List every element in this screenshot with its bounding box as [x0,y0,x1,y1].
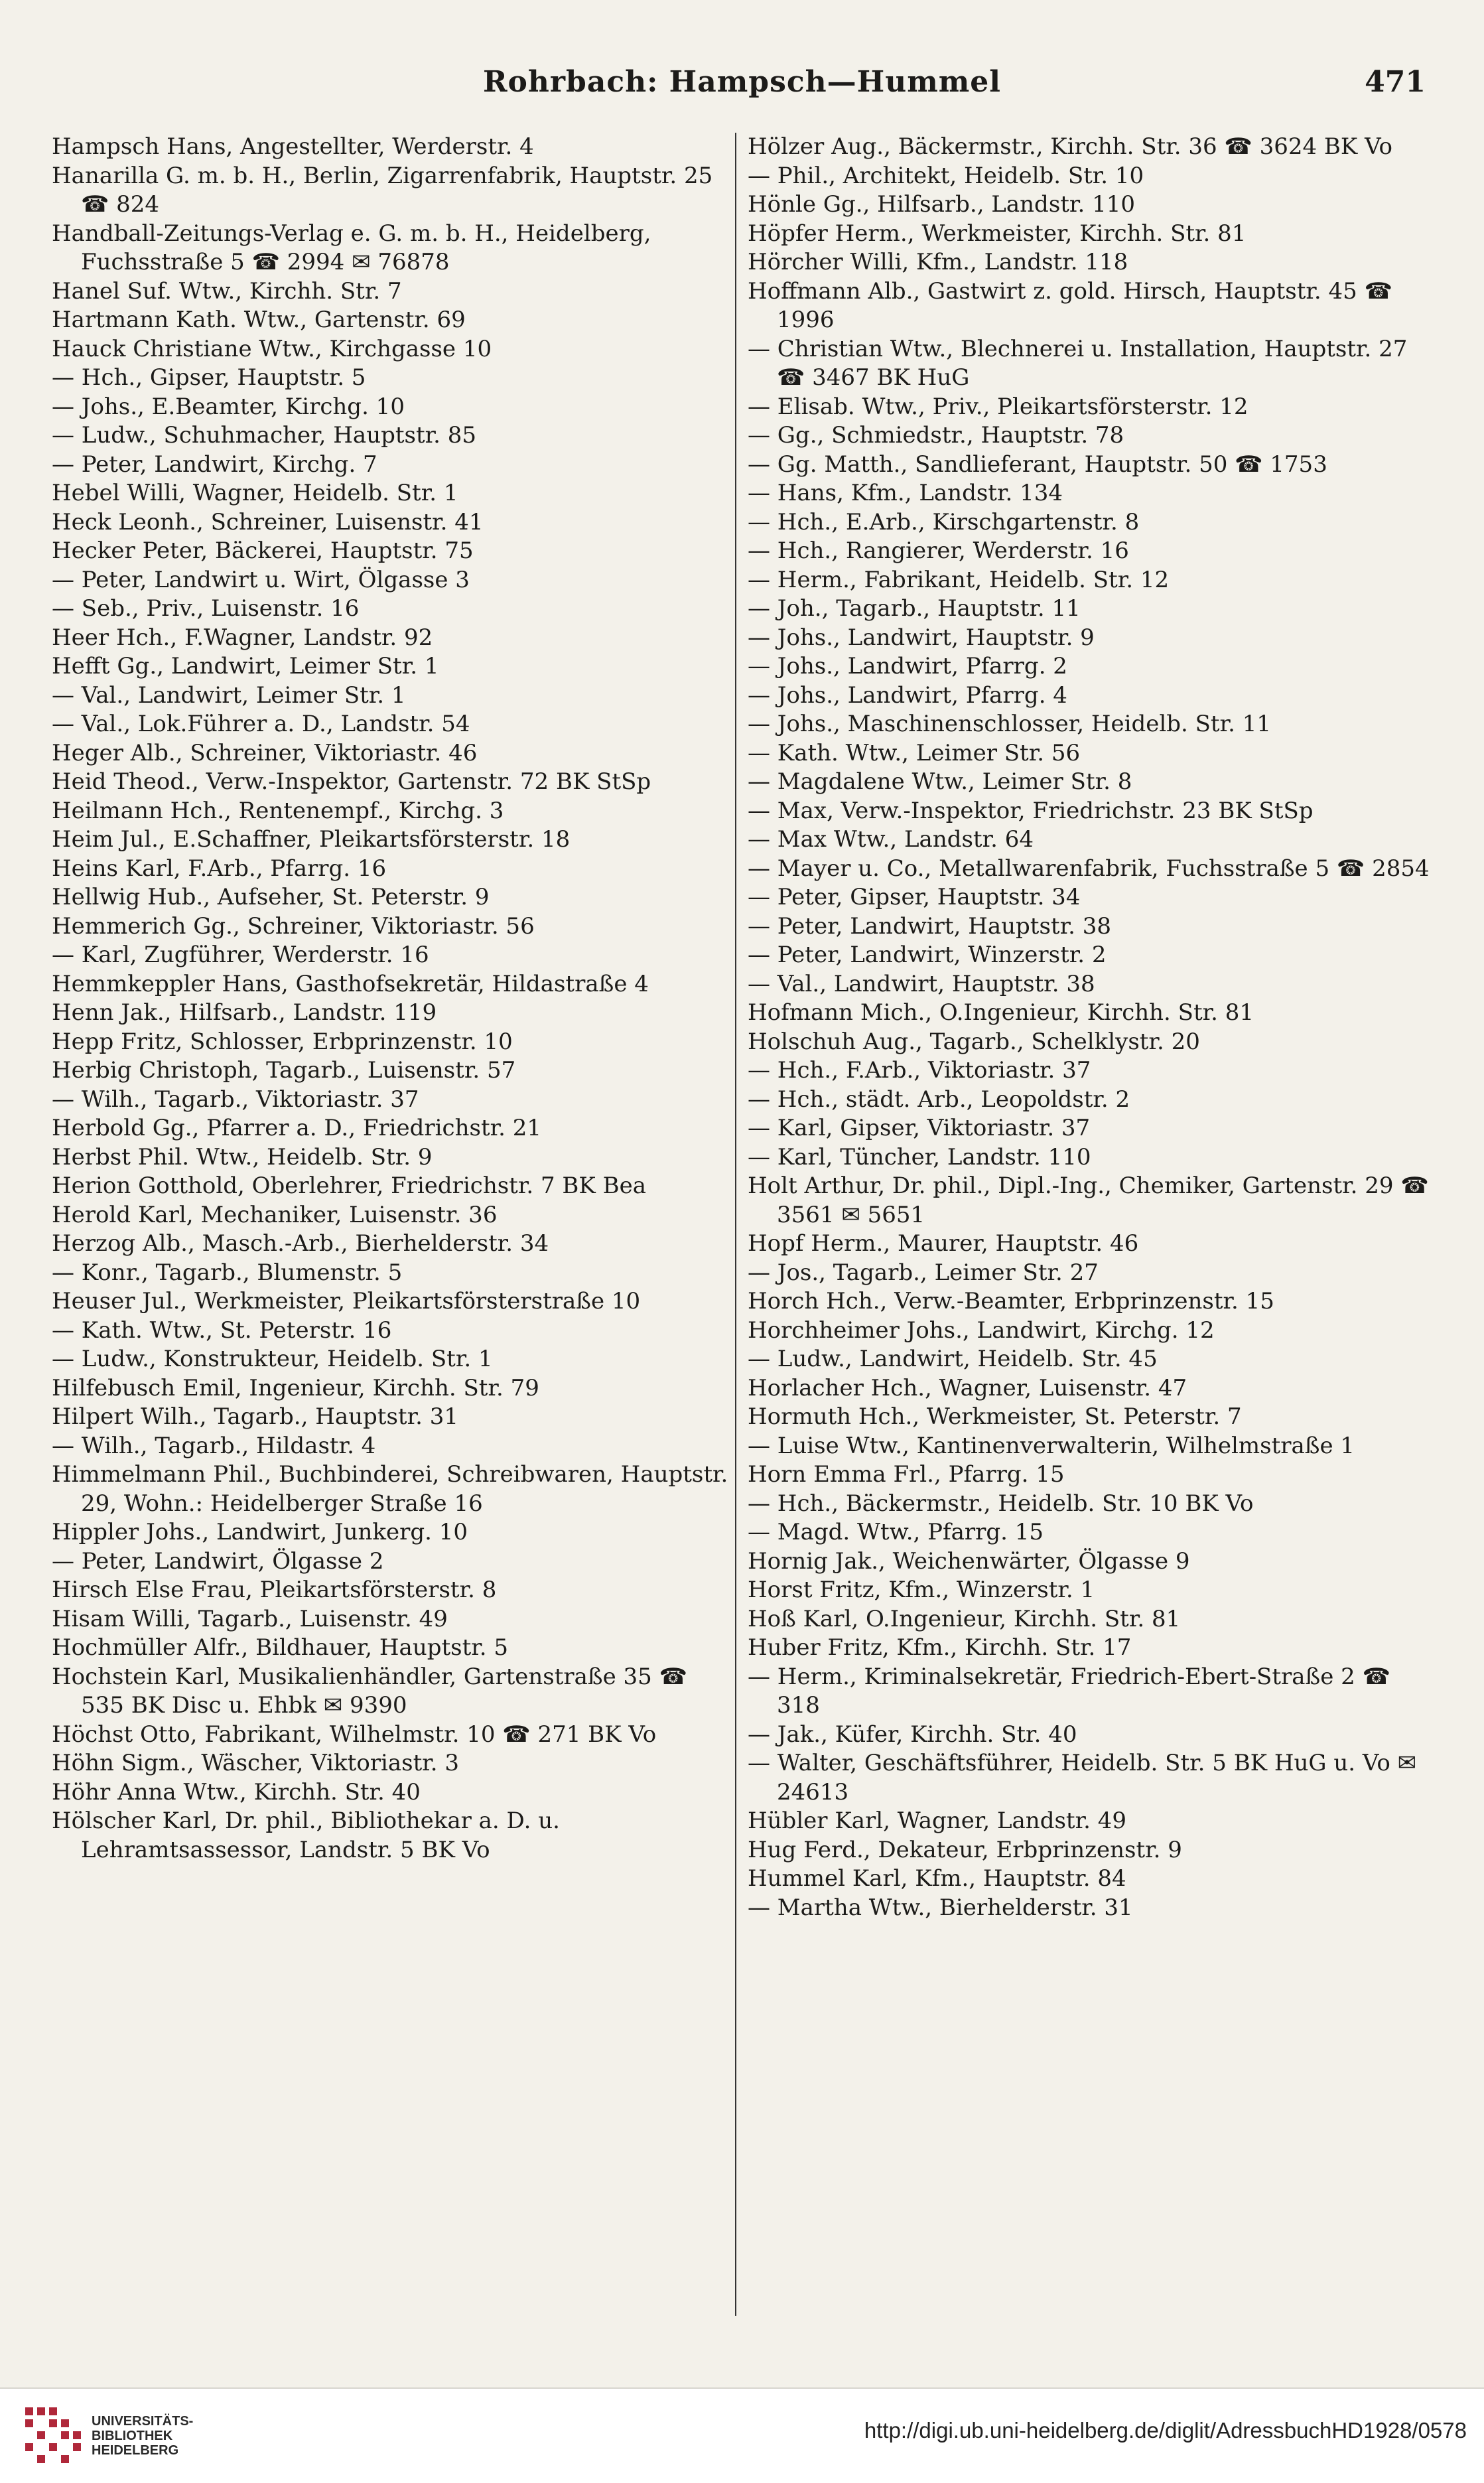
directory-entry: Heger Alb., Schreiner, Viktoriastr. 46 [52,739,478,766]
directory-entry: Hartmann Kath. Wtw., Gartenstr. 69 [52,307,466,333]
directory-entry: Hopf Herm., Maurer, Hauptstr. 46 [748,1230,1139,1257]
directory-entry: Handball-Zeitungs-Verlag e. G. m. b. H., Heidelberg, Fuchsstraße 5 ☎ 2994 ✉ 76878 [52,220,651,275]
directory-entry: — Kath. Wtw., Leimer Str. 56 [748,739,1081,766]
directory-entry: — Max, Verw.-Inspektor, Friedrichstr. 23 BK StSp [748,797,1314,824]
directory-entry: Hochstein Karl, Musikalienhändler, Gartenstraße 35 ☎ 535 BK Disc u. Ehbk ✉ 9390 [52,1663,687,1719]
directory-entry: Heck Leonh., Schreiner, Luisenstr. 41 [52,508,484,535]
directory-entry: — Gg., Schmiedstr., Hauptstr. 78 [748,422,1124,449]
directory-entry: — Jos., Tagarb., Leimer Str. 27 [748,1259,1099,1286]
directory-entry: — Herm., Kriminalsekretär, Friedrich-Ebert-Straße 2 ☎ 318 [748,1663,1390,1719]
directory-entry: Herbig Christoph, Tagarb., Luisenstr. 57 [52,1057,516,1084]
directory-entry: Hübler Karl, Wagner, Landstr. 49 [748,1808,1126,1834]
directory-entry: — Walter, Geschäftsführer, Heidelb. Str. 5 BK HuG u. Vo ✉ 24613 [748,1750,1417,1806]
directory-entry: — Luise Wtw., Kantinenverwalterin, Wilhelmstraße 1 [748,1432,1355,1459]
directory-entry: Herbold Gg., Pfarrer a. D., Friedrichstr. 21 [52,1115,542,1141]
directory-entry: Holt Arthur, Dr. phil., Dipl.-Ing., Chemiker, Gartenstr. 29 ☎ 3561 ✉ 5651 [748,1172,1429,1228]
directory-entry: Hemmkeppler Hans, Gasthofsekretär, Hildastraße 4 [52,970,649,997]
directory-entry: — Hch., städt. Arb., Leopoldstr. 2 [748,1086,1130,1113]
directory-entry: Hörcher Willi, Kfm., Landstr. 118 [748,249,1128,275]
directory-entry: Hofmann Mich., O.Ingenieur, Kirchh. Str. 81 [748,999,1254,1026]
directory-entry: Herzog Alb., Masch.-Arb., Bierhelderstr. 34 [52,1230,549,1257]
directory-entry: — Peter, Landwirt u. Wirt, Ölgasse 3 [52,566,470,593]
directory-entry: — Kath. Wtw., St. Peterstr. 16 [52,1316,392,1344]
directory-entry: Hanarilla G. m. b. H., Berlin, Zigarrenfabrik, Hauptstr. 25 ☎ 824 [52,162,713,218]
directory-entry: — Hch., Rangierer, Werderstr. 16 [748,537,1129,564]
directory-entry: Heid Theod., Verw.-Inspektor, Gartenstr. 72 BK StSp [52,768,651,795]
directory-entry: Hellwig Hub., Aufseher, St. Peterstr. 9 [52,884,490,910]
directory-entry: Hemmerich Gg., Schreiner, Viktoriastr. 56 [52,912,535,940]
directory-entry: Höpfer Herm., Werkmeister, Kirchh. Str. 81 [748,220,1247,247]
directory-entry: Hilfebusch Emil, Ingenieur, Kirchh. Str. 79 [52,1374,539,1401]
directory-entry: Hauck Christiane Wtw., Kirchgasse 10 [52,335,492,362]
directory-entry: — Magdalene Wtw., Leimer Str. 8 [748,768,1132,795]
directory-entry: Höhn Sigm., Wäscher, Viktoriastr. 3 [52,1750,460,1776]
directory-entry: Heuser Jul., Werkmeister, Pleikartsförsterstraße 10 [52,1288,641,1314]
directory-entry: Hölzer Aug., Bäckermstr., Kirchh. Str. 36 ☎ 3624 BK Vo [748,133,1393,160]
directory-entry: — Wilh., Tagarb., Hildastr. 4 [52,1432,376,1459]
library-name [92,2414,193,2458]
left-column [52,133,728,2322]
directory-entry: — Hch., Bäckermstr., Heidelb. Str. 10 BK Vo [748,1490,1254,1517]
directory-entry: Herion Gotthold, Oberlehrer, Friedrichstr. 7 BK Bea [52,1172,646,1199]
directory-entry: Hanel Suf. Wtw., Kirchh. Str. 7 [52,277,402,305]
directory-entry: Höchst Otto, Fabrikant, Wilhelmstr. 10 ☎ 271 BK Vo [52,1721,657,1748]
directory-entry: Hoß Karl, O.Ingenieur, Kirchh. Str. 81 [748,1605,1181,1632]
directory-entry: — Gg. Matth., Sandlieferant, Hauptstr. 50 ☎ 1753 [748,451,1327,478]
directory-entry: — Christian Wtw., Blechnerei u. Installation, Hauptstr. 27 ☎ 3467 BK HuG [748,335,1408,391]
directory-entry: — Elisab. Wtw., Priv., Pleikartsförsterstr. 12 [748,393,1248,420]
directory-entry: Hepp Fritz, Schlosser, Erbprinzenstr. 10 [52,1028,513,1055]
directory-entry: Hoffmann Alb., Gastwirt z. gold. Hirsch, Hauptstr. 45 ☎ 1996 [748,277,1392,333]
source-url-link[interactable]: http://digi.ub.uni-heidelberg.de/diglit/AdressbuchHD1928/0578 [864,2418,1467,2443]
directory-entry: Hummel Karl, Kfm., Hauptstr. 84 [748,1865,1126,1892]
directory-entry: — Ludw., Schuhmacher, Hauptstr. 85 [52,422,477,449]
directory-entry: Horchheimer Johs., Landwirt, Kirchg. 12 [748,1316,1215,1344]
directory-entry: — Martha Wtw., Bierhelderstr. 31 [748,1894,1133,1921]
directory-entry: Hebel Willi, Wagner, Heidelb. Str. 1 [52,480,458,506]
directory-entry: Holschuh Aug., Tagarb., Schelklystr. 20 [748,1028,1200,1055]
directory-entry: Hölscher Karl, Dr. phil., Bibliothekar a. D. u. Lehramtsassessor, Landstr. 5 BK Vo [52,1808,560,1863]
directory-entry: — Magd. Wtw., Pfarrg. 15 [748,1519,1044,1545]
directory-entry: Hecker Peter, Bäckerei, Hauptstr. 75 [52,537,474,564]
directory-entry: — Val., Landwirt, Hauptstr. 38 [748,970,1095,997]
directory-entry: — Ludw., Konstrukteur, Heidelb. Str. 1 [52,1346,493,1372]
directory-entry: Heer Hch., F.Wagner, Landstr. 92 [52,624,433,651]
directory-entry: Hampsch Hans, Angestellter, Werderstr. 4 [52,133,534,160]
directory-entry: Heilmann Hch., Rentenempf., Kirchg. 3 [52,797,504,824]
footer-bar [0,2389,1484,2483]
directory-entry: — Peter, Gipser, Hauptstr. 34 [748,884,1081,910]
directory-entry: Hornig Jak., Weichenwärter, Ölgasse 9 [748,1547,1190,1575]
directory-entry: — Max Wtw., Landstr. 64 [748,826,1034,853]
directory-entry: Hefft Gg., Landwirt, Leimer Str. 1 [52,653,439,679]
directory-entry: Huber Fritz, Kfm., Kirchh. Str. 17 [748,1634,1132,1661]
directory-entry: — Hans, Kfm., Landstr. 134 [748,480,1063,506]
library-name-line: HEIDELBERG [92,2443,179,2458]
directory-entry: Horn Emma Frl., Pfarrg. 15 [748,1461,1065,1488]
directory-entry: — Johs., Landwirt, Hauptstr. 9 [748,624,1095,651]
directory-entry: — Johs., Landwirt, Pfarrg. 4 [748,681,1067,709]
directory-entry: Horst Fritz, Kfm., Winzerstr. 1 [748,1577,1095,1603]
directory-entry: Hormuth Hch., Werkmeister, St. Peterstr. 7 [748,1403,1242,1430]
directory-entry: — Hch., Gipser, Hauptstr. 5 [52,364,366,391]
directory-entry: Himmelmann Phil., Buchbinderei, Schreibwaren, Hauptstr. 29, Wohn.: Heidelberger Straße 16 [52,1461,728,1517]
directory-entry: — Jak., Küfer, Kirchh. Str. 40 [748,1721,1077,1748]
directory-entry: Herold Karl, Mechaniker, Luisenstr. 36 [52,1201,498,1228]
directory-entry: — Peter, Landwirt, Hauptstr. 38 [748,912,1111,940]
directory-entry: — Mayer u. Co., Metallwarenfabrik, Fuchsstraße 5 ☎ 2854 [748,855,1430,882]
directory-entry: — Hch., E.Arb., Kirschgartenstr. 8 [748,508,1140,535]
directory-entry: — Peter, Landwirt, Ölgasse 2 [52,1547,384,1575]
directory-entry: — Peter, Landwirt, Kirchg. 7 [52,451,377,478]
directory-entry: — Karl, Zugführer, Werderstr. 16 [52,942,429,968]
directory-entry: — Seb., Priv., Luisenstr. 16 [52,595,360,622]
directory-entry: — Karl, Tüncher, Landstr. 110 [748,1143,1091,1171]
directory-entry: Heins Karl, F.Arb., Pfarrg. 16 [52,855,387,882]
directory-entry: — Konr., Tagarb., Blumenstr. 5 [52,1259,403,1286]
directory-entry: — Johs., Landwirt, Pfarrg. 2 [748,653,1067,679]
directory-entry: Hönle Gg., Hilfsarb., Landstr. 110 [748,191,1135,218]
directory-entry: — Peter, Landwirt, Winzerstr. 2 [748,942,1107,968]
directory-entry: Henn Jak., Hilfsarb., Landstr. 119 [52,999,437,1026]
page-number: 471 [1365,65,1426,99]
directory-entry: Hilpert Wilh., Tagarb., Hauptstr. 31 [52,1403,458,1430]
directory-entry: Horch Hch., Verw.-Beamter, Erbprinzenstr. 15 [748,1288,1274,1314]
directory-entry: — Hch., F.Arb., Viktoriastr. 37 [748,1057,1091,1084]
directory-entry: — Val., Lok.Führer a. D., Landstr. 54 [52,711,470,737]
column-divider [735,133,736,2316]
directory-entry: Hisam Willi, Tagarb., Luisenstr. 49 [52,1605,448,1632]
directory-entry: Heim Jul., E.Schaffner, Pleikartsförsterstr. 18 [52,826,571,853]
directory-entry: Horlacher Hch., Wagner, Luisenstr. 47 [748,1374,1187,1401]
directory-entry: — Herm., Fabrikant, Heidelb. Str. 12 [748,566,1170,593]
running-head: Rohrbach: Hampsch—Hummel [482,65,1002,99]
directory-entry: — Val., Landwirt, Leimer Str. 1 [52,681,406,709]
library-name-line: BIBLIOTHEK [92,2429,173,2443]
directory-entry: — Wilh., Tagarb., Viktoriastr. 37 [52,1086,419,1113]
library-logo-icon [20,2402,86,2468]
directory-entry: Höhr Anna Wtw., Kirchh. Str. 40 [52,1778,421,1806]
directory-entry: Hippler Johs., Landwirt, Junkerg. 10 [52,1519,468,1545]
library-name-line: UNIVERSITÄTS- [92,2414,194,2429]
directory-entry: — Joh., Tagarb., Hauptstr. 11 [748,595,1081,622]
directory-entry: Hug Ferd., Dekateur, Erbprinzenstr. 9 [748,1836,1182,1863]
directory-entry: — Johs., Maschinenschlosser, Heidelb. Str. 11 [748,711,1271,737]
directory-entry: — Ludw., Landwirt, Heidelb. Str. 45 [748,1346,1158,1372]
directory-entry: Hirsch Else Frau, Pleikartsförsterstr. 8 [52,1577,497,1603]
directory-entry: — Phil., Architekt, Heidelb. Str. 10 [748,162,1144,189]
directory-entry: Herbst Phil. Wtw., Heidelb. Str. 9 [52,1143,433,1171]
directory-entry: — Karl, Gipser, Viktoriastr. 37 [748,1115,1091,1141]
directory-entry: Hochmüller Alfr., Bildhauer, Hauptstr. 5 [52,1634,509,1661]
directory-entry: — Johs., E.Beamter, Kirchg. 10 [52,393,405,420]
right-column [748,133,1438,2322]
